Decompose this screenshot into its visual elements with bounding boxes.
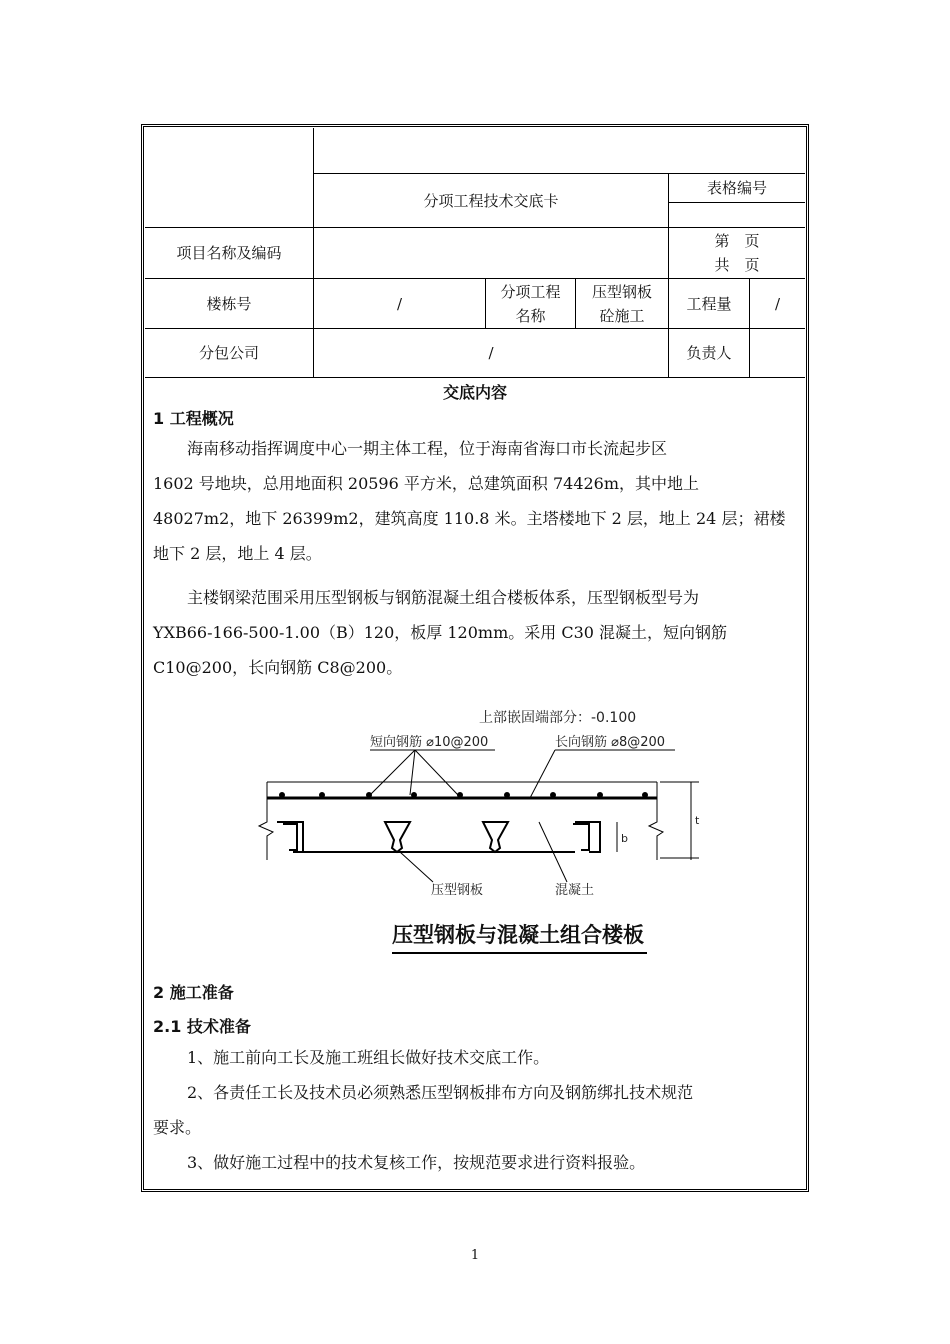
rebar-dot — [411, 792, 417, 798]
responsible-label: 负责人 — [686, 344, 732, 362]
project-name-label: 项目名称及编码 — [176, 244, 282, 262]
subitem-name-value[interactable] — [576, 279, 668, 328]
section-2-1-list — [153, 1040, 798, 1180]
break-line-left — [259, 782, 273, 860]
dim-label-b: b — [621, 832, 628, 845]
rebar-dot — [642, 792, 648, 798]
content-heading: 交底内容 — [442, 383, 507, 402]
list-item-continuation: 要求。 — [153, 1118, 202, 1137]
deck-label: 压型钢板 — [431, 883, 484, 898]
break-line-right — [649, 782, 663, 860]
page-label: 第 页 — [714, 232, 760, 250]
section-1-paragraph-1 — [153, 431, 798, 571]
rebar-dot — [504, 792, 510, 798]
grid-line — [145, 377, 805, 378]
text-line: 1602 号地块，总用地面积 20596 平方米，总建筑面积 74426m，其中地上 — [153, 474, 700, 493]
rebar-dot — [550, 792, 556, 798]
subcontractor-value[interactable]: / — [488, 344, 494, 362]
diagram-caption: 压型钢板与混凝土组合楼板 — [392, 923, 644, 947]
section-1-paragraph-2 — [153, 580, 798, 685]
list-item: 1、施工前向工长及施工班组长做好技术交底工作。 — [187, 1048, 550, 1067]
rebar-dot — [319, 792, 325, 798]
list-item: 2、各责任工长及技术员必须熟悉压型钢板排布方向及钢筋绑扎技术规范 — [187, 1083, 694, 1102]
form-number-value[interactable] — [669, 203, 805, 227]
deck-rib — [385, 822, 410, 852]
text-line: 地下 2 层，地上 4 层。 — [153, 544, 322, 563]
page-number: 1 — [470, 1248, 480, 1263]
rebar-dot — [366, 792, 372, 798]
leader-line — [400, 852, 433, 882]
rebar-dot — [279, 792, 285, 798]
concrete-label: 混凝土 — [555, 883, 595, 898]
subitem-label-line: 名称 — [515, 306, 546, 325]
rebar-dot — [457, 792, 463, 798]
steel-deck-profile — [277, 822, 600, 852]
section-2-1-title: 2.1 技术准备 — [153, 1017, 251, 1036]
long-rebar-label: 长向钢筋 ⌀8@200 — [555, 735, 666, 750]
deck-rib — [483, 822, 508, 852]
subitem-name-label — [486, 279, 575, 328]
subitem-value-line: 压型钢板 — [591, 282, 652, 301]
card-title: 分项工程技术交底卡 — [423, 191, 559, 210]
subitem-label-line: 分项工程 — [500, 282, 561, 301]
dim-label-t: t — [695, 814, 700, 827]
subitem-value-line: 砼施工 — [599, 306, 645, 325]
responsible-value[interactable] — [750, 329, 805, 377]
leader-line — [370, 750, 415, 795]
subcontractor-label: 分包公司 — [198, 344, 259, 362]
leader-line — [530, 750, 555, 798]
text-line: 48027m2，地下 26399m2，建筑高度 110.8 米。主塔楼地下 2 层，地上 24 层；裙楼 — [153, 509, 786, 528]
text-line: YXB66-166-500-1.00（B）120，板厚 120mm。采用 C30 混凝土，短向钢筋 — [153, 623, 728, 642]
deck-end — [573, 824, 589, 850]
building-value[interactable]: / — [396, 294, 403, 313]
text-line: 海南移动指挥调度中心一期主体工程，位于海南省海口市长流起步区 — [187, 439, 668, 458]
text-line: 主楼钢梁范围采用压型钢板与钢筋混凝土组合楼板体系，压型钢板型号为 — [187, 588, 700, 607]
building-label: 楼栋号 — [206, 294, 252, 313]
quantity-value[interactable]: / — [774, 294, 781, 313]
section-2-title: 2 施工准备 — [153, 983, 234, 1002]
rebar-dot — [597, 792, 603, 798]
total-pages-label: 共 页 — [714, 256, 760, 274]
text-line: C10@200，长向钢筋 C8@200。 — [153, 658, 403, 677]
quantity-label: 工程量 — [686, 294, 732, 313]
top-anchor-note: 上部嵌固端部分：-0.100 — [479, 710, 637, 726]
project-name-value[interactable] — [314, 228, 668, 278]
section-1-title: 1 工程概况 — [153, 409, 234, 428]
leader-line — [410, 750, 415, 795]
form-number-label: 表格编号 — [706, 179, 767, 197]
page-counter — [669, 228, 805, 278]
composite-slab-diagram — [255, 700, 715, 962]
leader-line — [415, 750, 458, 795]
short-rebar-label: 短向钢筋 ⌀10@200 — [370, 735, 489, 750]
list-item: 3、做好施工过程中的技术复核工作，按规范要求进行资料报验。 — [187, 1153, 646, 1172]
